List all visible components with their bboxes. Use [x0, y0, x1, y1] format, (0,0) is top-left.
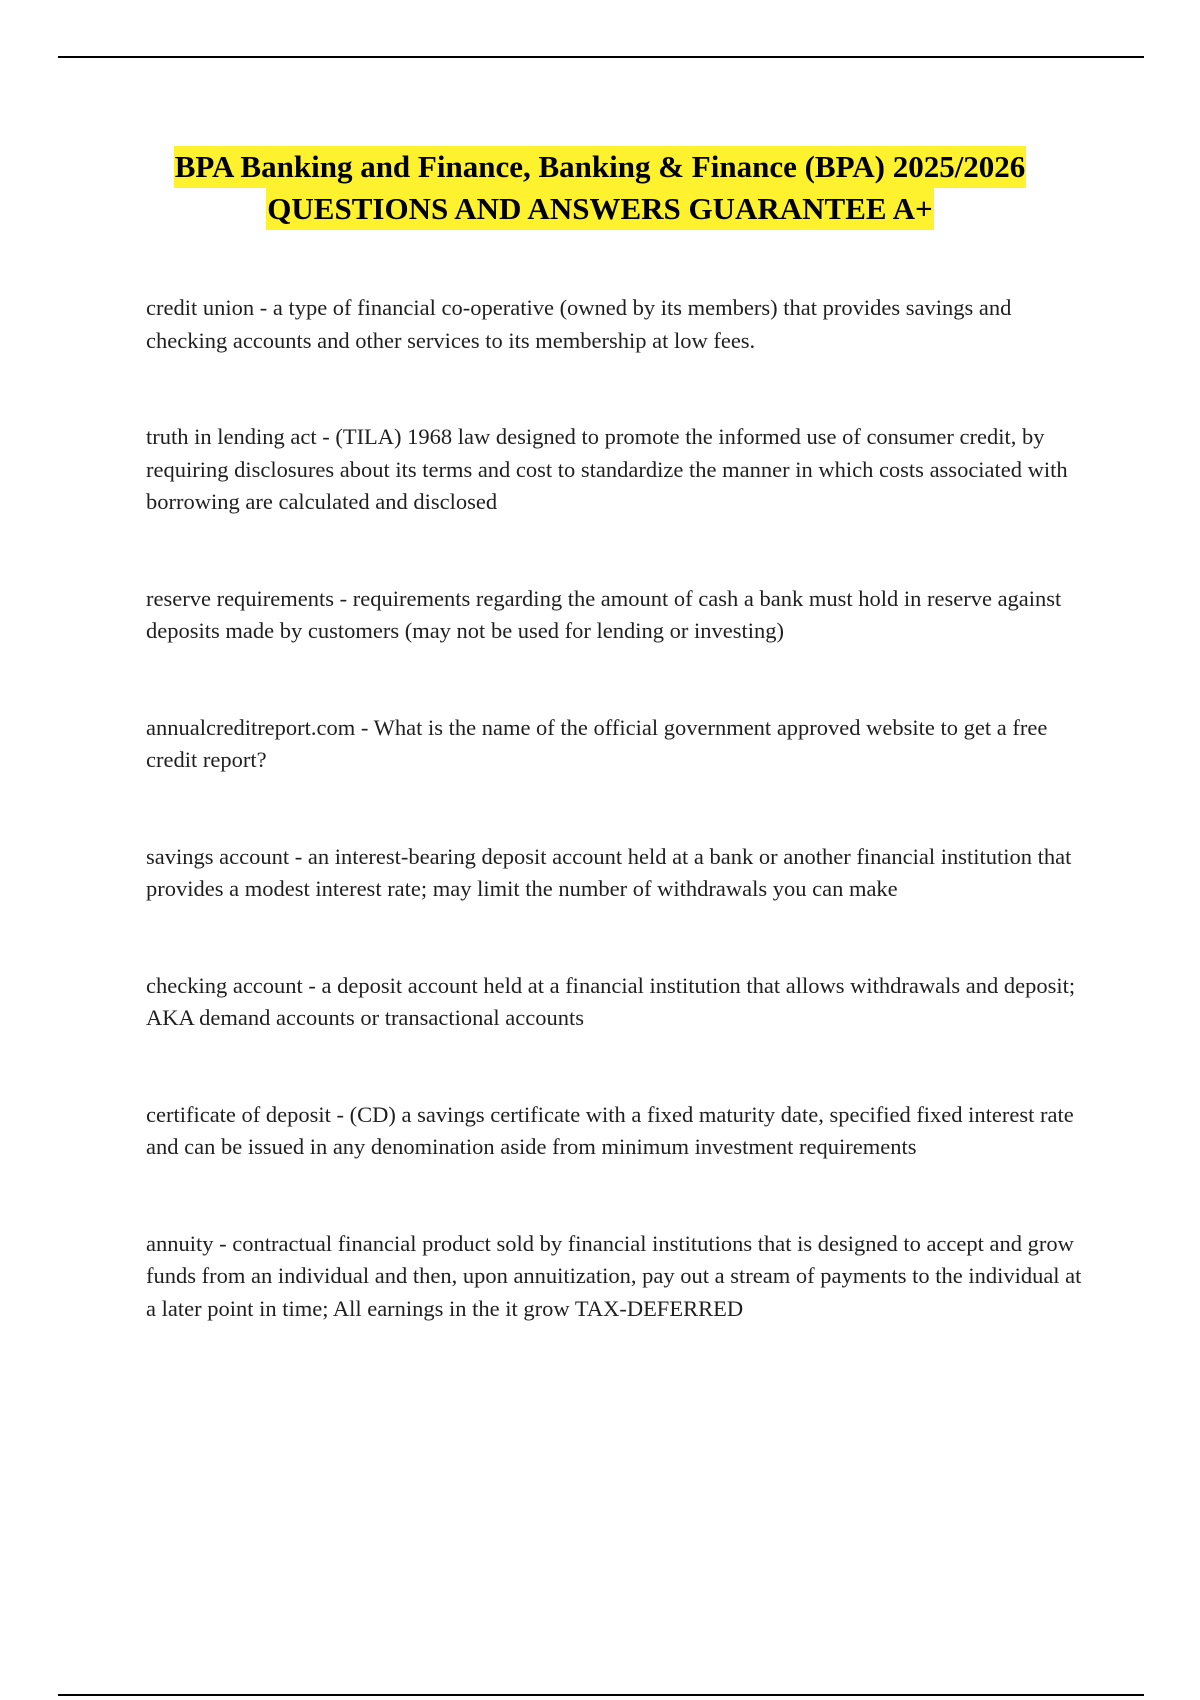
qa-entry-annualcreditreport: annualcreditreport.com - What is the name of the official government approved website to get a free credit report? [146, 714, 1048, 772]
title-line-1: BPA Banking and Finance, Banking & Finance (BPA) 2025/2026 [174, 146, 1027, 188]
document-title [0, 146, 1200, 230]
qa-entry-certificate-of-deposit: certificate of deposit - (CD) a savings certificate with a fixed maturity date, specified fixed interest rate and can be issued in any denomination aside from minimum investment requirements [146, 1101, 1074, 1159]
footer-rule [58, 1694, 1144, 1696]
qa-entry-checking-account: checking account - a deposit account held at a financial institution that allows withdrawals and deposit; AKA demand accounts or transactional accounts [146, 972, 1076, 1030]
header-rule [58, 56, 1144, 58]
title-line-2: QUESTIONS AND ANSWERS GUARANTEE A+ [266, 188, 933, 230]
qa-entry-list [146, 292, 1096, 1325]
qa-entry-reserve-requirements: reserve requirements - requirements regarding the amount of cash a bank must hold in reserve against deposits made by customers (may not be used for lending or investing) [146, 585, 1062, 643]
qa-entry-annuity: annuity - contractual financial product sold by financial institutions that is designed to accept and grow funds from an individual and then, upon annuitization, pay out a stream of payments to the individual at a later point in time; All earnings in the it grow TAX-DEFERRED [146, 1230, 1082, 1321]
qa-entry-credit-union: credit union - a type of financial co-operative (owned by its members) that provides savings and checking accounts and other services to its membership at low fees. [146, 295, 1012, 353]
qa-entry-savings-account: savings account - an interest-bearing deposit account held at a bank or another financial institution that provides a modest interest rate; may limit the number of withdrawals you can make [146, 843, 1072, 901]
qa-entry-truth-in-lending-act: truth in lending act - (TILA) 1968 law designed to promote the informed use of consumer credit, by requiring disclosures about its terms and cost to standardize the manner in which costs associated with borrowing are calculated and disclosed [146, 424, 1068, 514]
